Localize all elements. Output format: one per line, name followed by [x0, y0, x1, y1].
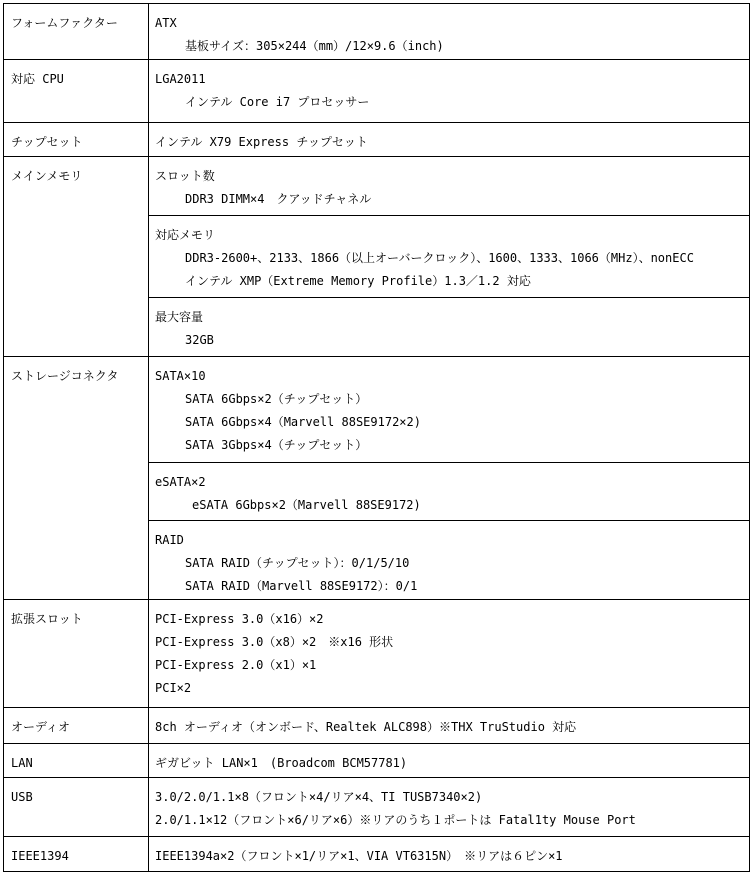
spec-label-chipset: チップセット	[4, 123, 149, 157]
raid-heading: RAID	[155, 533, 184, 547]
spec-row-expansion	[4, 600, 750, 708]
memory-supported-heading: 対応メモリ	[155, 228, 216, 242]
spec-label-usb: USB	[4, 778, 149, 837]
spec-label-form-factor: フォームファクター	[4, 4, 149, 60]
memory-supported-xmp: インテル XMP（Extreme Memory Profile）1.3／1.2 対応	[185, 274, 531, 288]
memory-max-value: 32GB	[185, 333, 214, 347]
spec-row-form-factor	[4, 4, 750, 60]
sata-6g-chipset: SATA 6Gbps×2（チップセット）	[185, 392, 368, 406]
spec-label-expansion: 拡張スロット	[4, 600, 149, 708]
spec-value-form-factor	[149, 4, 750, 60]
spec-value-memory-max	[149, 298, 750, 357]
expansion-slot-pcie3-x8: PCI-Express 3.0（x8）×2 ※x16 形状	[155, 635, 394, 649]
spec-value-expansion	[149, 600, 750, 708]
expansion-slot-pcie2-x1: PCI-Express 2.0（x1）×1	[155, 658, 317, 672]
board-size: 基板サイズ：305×244（mm）/12×9.6（inch)	[185, 39, 444, 53]
spec-value-audio	[149, 708, 750, 744]
spec-label-audio: オーディオ	[4, 708, 149, 744]
spec-row-storage-sata	[4, 357, 750, 463]
spec-value-usb	[149, 778, 750, 837]
spec-value-storage-esata	[149, 463, 750, 521]
spec-value-chipset	[149, 123, 750, 157]
cpu-socket: LGA2011	[155, 72, 206, 86]
spec-sheet	[3, 3, 750, 872]
sata-heading: SATA×10	[155, 369, 206, 383]
spec-row-usb	[4, 778, 750, 837]
memory-supported-speeds: DDR3-2600+、2133、1866（以上オーバークロック）、1600、1333、1066（MHz）、nonECC	[185, 251, 694, 265]
spec-value-ieee1394	[149, 837, 750, 872]
spec-value-storage-raid	[149, 521, 750, 600]
sata-3g-chipset: SATA 3Gbps×4（チップセット）	[185, 438, 368, 452]
spec-value-memory-supported	[149, 216, 750, 298]
ieee1394-value: IEEE1394a×2（フロント×1/リア×1、VIA VT6315N） ※リアは６ピン×1	[155, 849, 563, 863]
usb2-value: 2.0/1.1×12（フロント×6/リア×6）※リアのうち１ポートは Fatal1ty Mouse Port	[155, 813, 636, 827]
spec-label-memory: メインメモリ	[4, 157, 149, 357]
raid-marvell: SATA RAID（Marvell 88SE9172）：0/1	[185, 579, 418, 593]
spec-row-cpu	[4, 60, 750, 123]
memory-max-heading: 最大容量	[155, 310, 204, 324]
form-factor-title: ATX	[155, 16, 177, 30]
audio-value: 8ch オーディオ（オンボード、Realtek ALC898）※THX TruStudio 対応	[155, 720, 577, 734]
sata-6g-marvell: SATA 6Gbps×4（Marvell 88SE9172×2)	[185, 415, 421, 429]
cpu-name: インテル Core i7 プロセッサー	[185, 95, 370, 109]
spec-value-lan	[149, 744, 750, 778]
memory-slots-value: DDR3 DIMM×4 クアッドチャネル	[185, 192, 372, 206]
spec-row-ieee1394	[4, 837, 750, 872]
expansion-slot-pci: PCI×2	[155, 681, 192, 695]
spec-label-ieee1394: IEEE1394	[4, 837, 149, 872]
esata-6g-marvell: eSATA 6Gbps×2（Marvell 88SE9172)	[192, 498, 421, 512]
spec-row-chipset	[4, 123, 750, 157]
spec-value-cpu	[149, 60, 750, 123]
spec-table	[3, 3, 750, 872]
usb3-value: 3.0/2.0/1.1×8（フロント×4/リア×4、TI TUSB7340×2)	[155, 790, 483, 804]
raid-chipset: SATA RAID（チップセット）：0/1/5/10	[185, 556, 410, 570]
memory-slots-heading: スロット数	[155, 169, 215, 183]
spec-label-cpu: 対応 CPU	[4, 60, 149, 123]
esata-heading: eSATA×2	[155, 475, 206, 489]
spec-row-audio	[4, 708, 750, 744]
spec-label-storage: ストレージコネクタ	[4, 357, 149, 600]
spec-label-lan: LAN	[4, 744, 149, 778]
spec-value-memory-slots	[149, 157, 750, 216]
spec-value-storage-sata	[149, 357, 750, 463]
spec-row-memory-slots	[4, 157, 750, 216]
chipset-name: インテル X79 Express チップセット	[155, 135, 368, 149]
spec-row-lan	[4, 744, 750, 778]
lan-value: ギガビット LAN×1 (Broadcom BCM57781)	[155, 756, 408, 770]
expansion-slot-pcie3-x16: PCI-Express 3.0（x16）×2	[155, 612, 324, 626]
